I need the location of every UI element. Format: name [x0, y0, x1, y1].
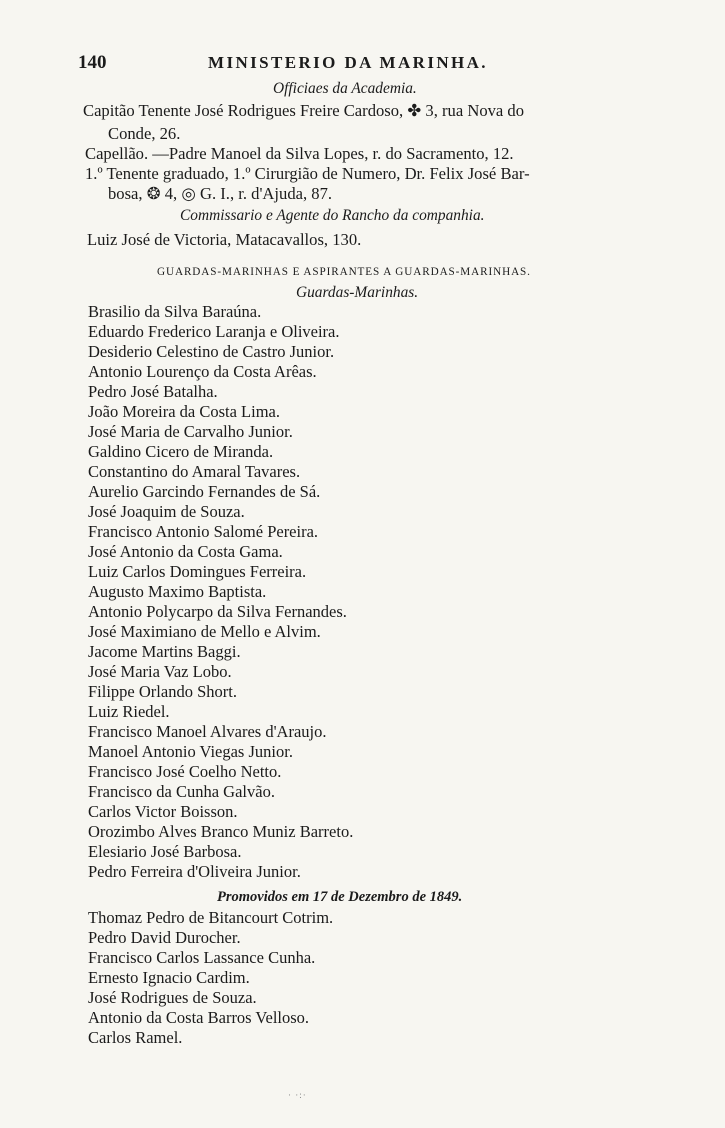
academia-heading: Officiaes da Academia. — [273, 80, 417, 97]
list-item: João Moreira da Costa Lima. — [88, 402, 280, 421]
academia-line: Conde, 26. — [108, 124, 181, 143]
list-item: Pedro Ferreira d'Oliveira Junior. — [88, 862, 301, 881]
list-item: Augusto Maximo Baptista. — [88, 582, 267, 601]
commissario-line: Luiz José de Victoria, Matacavallos, 130. — [87, 230, 362, 249]
academia-line: 1.º Tenente graduado, 1.º Cirurgião de Numero, Dr. Felix José Bar- — [85, 164, 530, 183]
list-item: Constantino do Amaral Tavares. — [88, 462, 301, 481]
list-item: José Maria de Carvalho Junior. — [88, 422, 293, 441]
list-item: Eduardo Frederico Laranja e Oliveira. — [88, 322, 340, 341]
page-header — [78, 52, 638, 76]
list-item: Francisco Manoel Alvares d'Araujo. — [88, 722, 327, 741]
list-item: Thomaz Pedro de Bitancourt Cotrim. — [88, 908, 334, 927]
list-item: Jacome Martins Baggi. — [88, 642, 241, 661]
list-item: Galdino Cicero de Miranda. — [88, 442, 274, 461]
list-item: Pedro David Durocher. — [88, 928, 241, 947]
promovidos-heading: Promovidos em 17 de Dezembro de 1849. — [217, 889, 463, 905]
academia-line: Capitão Tenente José Rodrigues Freire Cardoso, ✤ 3, rua Nova do — [83, 101, 525, 120]
list-item: Orozimbo Alves Branco Muniz Barreto. — [88, 822, 354, 841]
list-item: Antonio Lourenço da Costa Arêas. — [88, 362, 317, 381]
list-item: Francisco Carlos Lassance Cunha. — [88, 948, 316, 967]
list-item: Elesiario José Barbosa. — [88, 842, 242, 861]
list-item: José Antonio da Costa Gama. — [88, 542, 283, 561]
guardas-section-heading: GUARDAS-MARINHAS E ASPIRANTES A GUARDAS-MARINHAS. — [157, 266, 531, 278]
commissario-heading: Commissario e Agente do Rancho da companhia. — [180, 207, 485, 224]
list-item: Filippe Orlando Short. — [88, 682, 237, 701]
list-item: Ernesto Ignacio Cardim. — [88, 968, 250, 987]
list-item: Pedro José Batalha. — [88, 382, 218, 401]
print-speckle: · ·:· — [288, 1090, 307, 1100]
list-item: Brasilio da Silva Baraúna. — [88, 302, 262, 321]
list-item: Carlos Victor Boisson. — [88, 802, 238, 821]
academia-line: bosa, ❂ 4, ◎ G. I., r. d'Ajuda, 87. — [108, 184, 333, 203]
list-item: José Maria Vaz Lobo. — [88, 662, 232, 681]
list-item: Antonio da Costa Barros Velloso. — [88, 1008, 310, 1027]
list-item: Carlos Ramel. — [88, 1028, 183, 1047]
list-item: Aurelio Garcindo Fernandes de Sá. — [88, 482, 321, 501]
list-item: Francisco José Coelho Netto. — [88, 762, 282, 781]
list-item: Francisco Antonio Salomé Pereira. — [88, 522, 319, 541]
list-item: Francisco da Cunha Galvão. — [88, 782, 275, 801]
list-item: Luiz Carlos Domingues Ferreira. — [88, 562, 307, 581]
list-item: José Joaquim de Souza. — [88, 502, 245, 521]
list-item: Desiderio Celestino de Castro Junior. — [88, 342, 335, 361]
guardas-heading: Guardas-Marinhas. — [296, 284, 419, 301]
page-number: 140 — [78, 52, 107, 73]
list-item: José Rodrigues de Souza. — [88, 988, 257, 1007]
academia-line: Capellão. —Padre Manoel da Silva Lopes, r. do Sacramento, 12. — [85, 144, 514, 163]
list-item: Manoel Antonio Viegas Junior. — [88, 742, 293, 761]
list-item: Luiz Riedel. — [88, 702, 170, 721]
list-item: Antonio Polycarpo da Silva Fernandes. — [88, 602, 347, 621]
list-item: José Maximiano de Mello e Alvim. — [88, 622, 321, 641]
running-head: MINISTERIO DA MARINHA. — [208, 53, 488, 72]
